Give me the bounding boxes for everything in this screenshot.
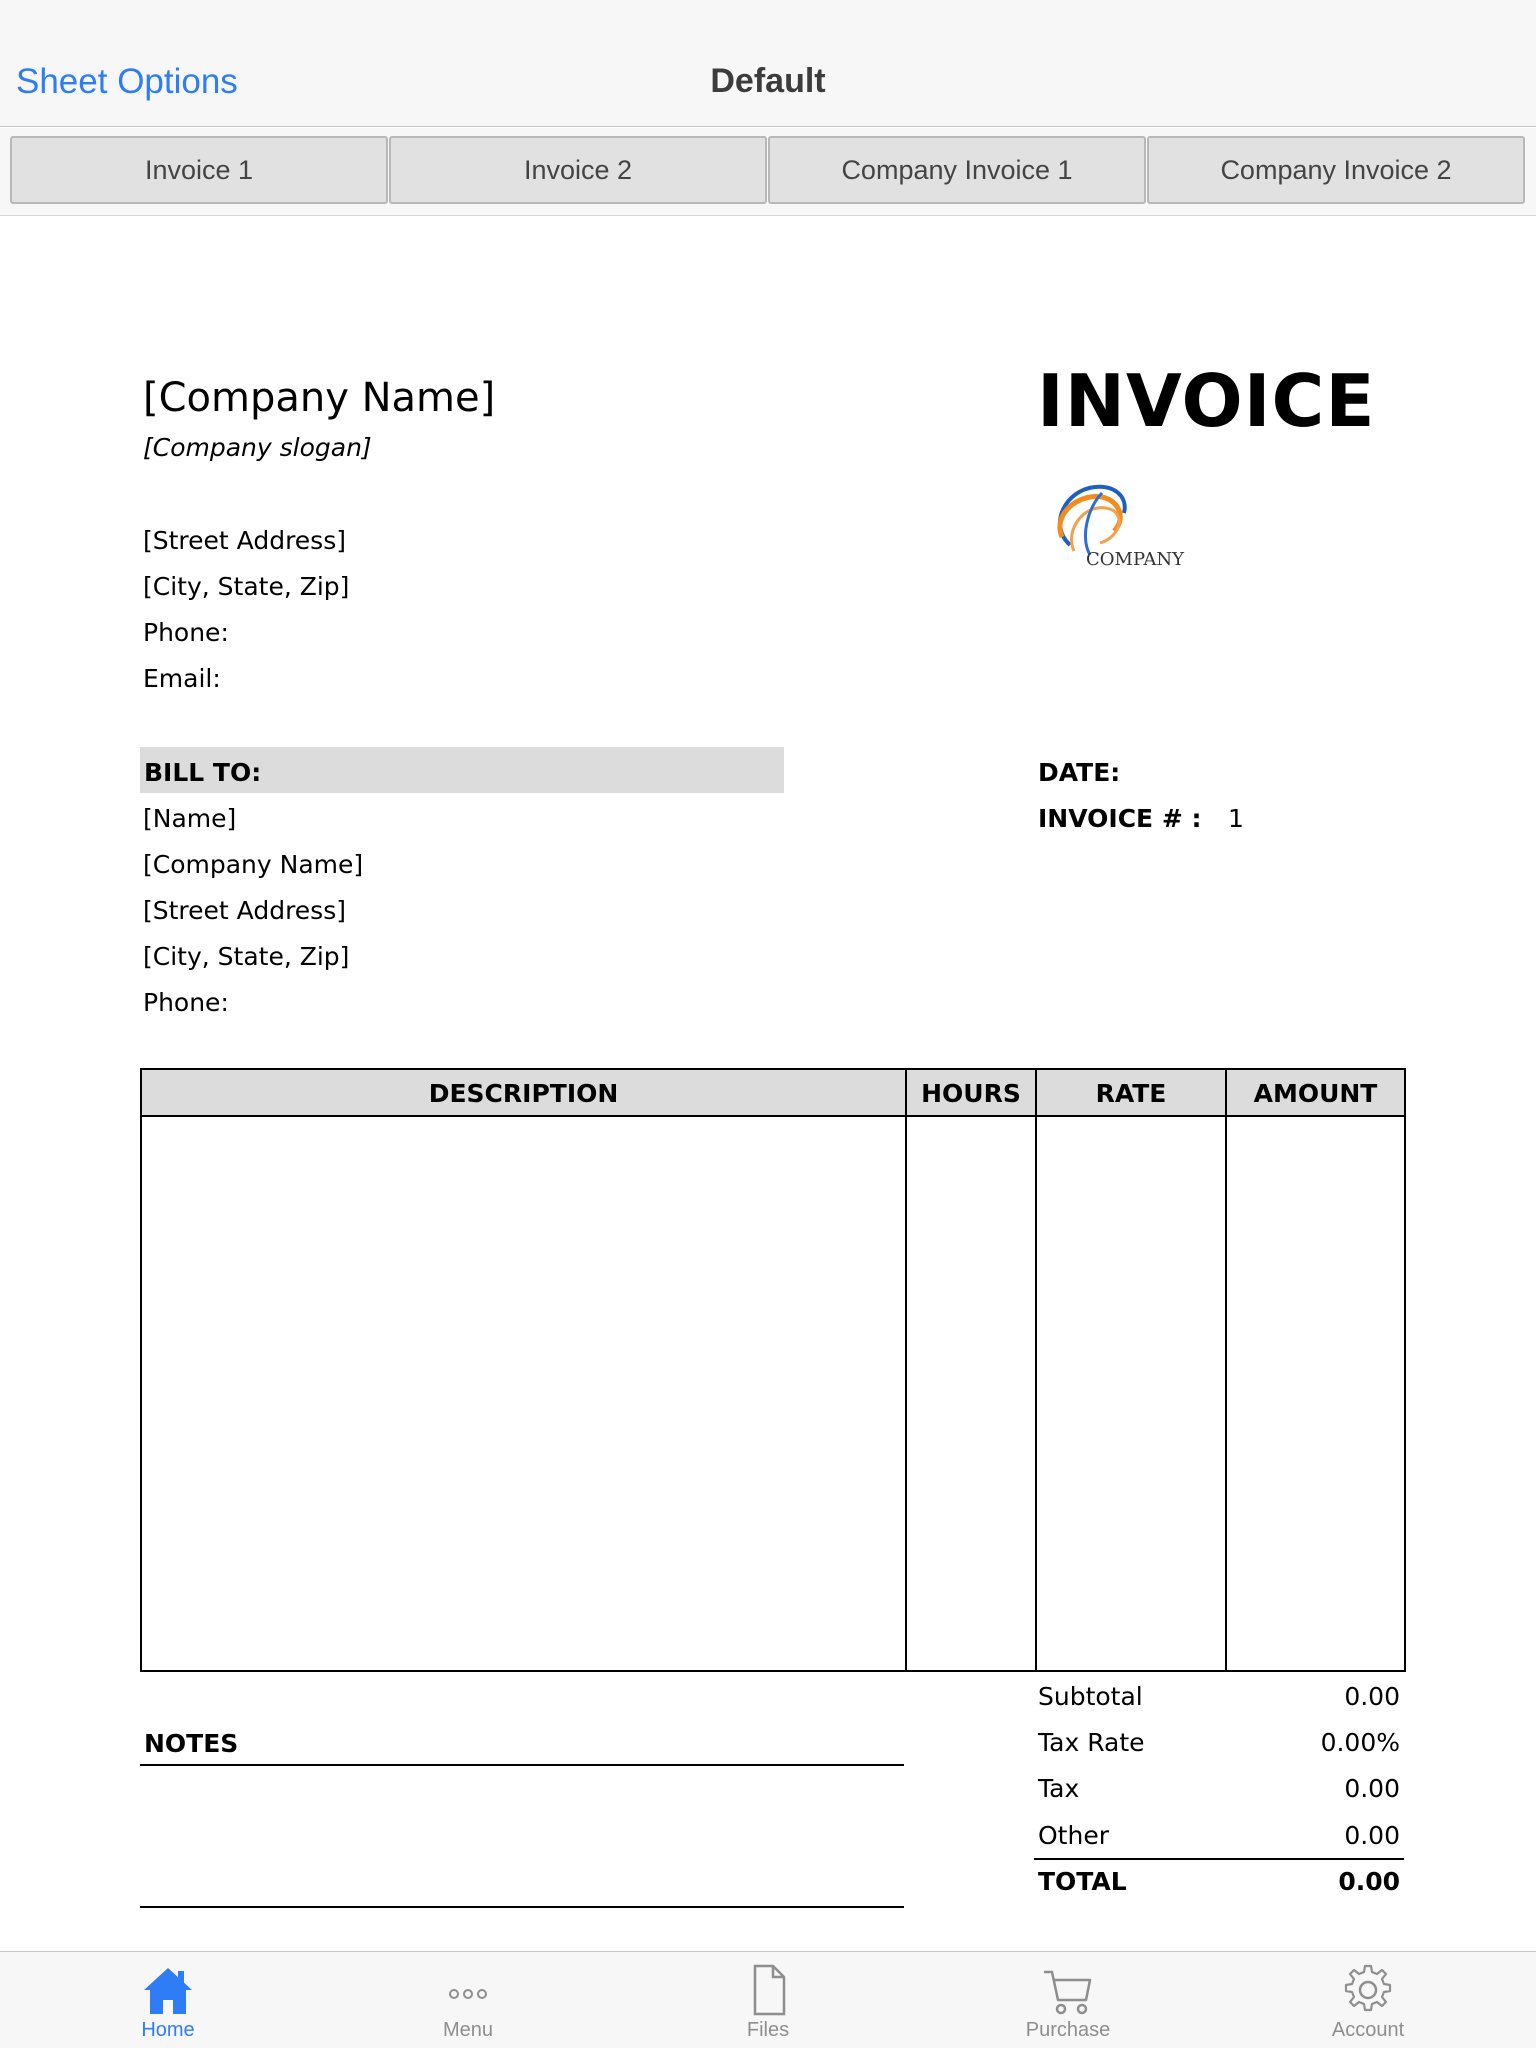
- bill-to-street[interactable]: [Street Address]: [143, 896, 346, 925]
- header-description: DESCRIPTION: [428, 1079, 619, 1108]
- header-amount: AMOUNT: [1253, 1079, 1378, 1108]
- bill-to-label: BILL TO:: [144, 758, 262, 787]
- navigation-bar: [0, 0, 1536, 127]
- tax-rate-label: Tax Rate: [1038, 1728, 1145, 1757]
- invoice-heading: INVOICE: [1037, 359, 1376, 443]
- tab-purchase-label: Purchase: [1025, 2019, 1111, 2041]
- other-label: Other: [1038, 1821, 1109, 1850]
- other-value[interactable]: 0.00: [1344, 1821, 1400, 1850]
- bill-to-city[interactable]: [City, State, Zip]: [143, 942, 350, 971]
- tab-menu-label: Menu: [442, 2019, 494, 2041]
- tax-value: 0.00: [1344, 1774, 1400, 1803]
- tab-purchase[interactable]: [968, 1952, 1168, 2048]
- company-slogan[interactable]: [Company slogan]: [143, 433, 372, 462]
- svg-text:COMPANY: COMPANY: [1086, 549, 1185, 570]
- page-title: Default: [710, 62, 826, 100]
- bill-to-company[interactable]: [Company Name]: [143, 850, 364, 879]
- subtotal-value: 0.00: [1344, 1682, 1400, 1711]
- line-items-table[interactable]: [140, 1068, 1406, 1672]
- home-icon: [138, 1962, 198, 2018]
- company-logo: [1040, 475, 1190, 575]
- notes-top-rule: [140, 1764, 904, 1766]
- tab-files-label: Files: [746, 2019, 790, 2041]
- invoice-number-value[interactable]: 1: [1228, 804, 1244, 833]
- tax-rate-value[interactable]: 0.00%: [1320, 1728, 1400, 1757]
- cart-icon: [1038, 1962, 1098, 2018]
- tab-company-invoice-2[interactable]: Company Invoice 2: [1147, 136, 1525, 204]
- sheet-tab-bar: [0, 128, 1536, 216]
- tab-invoice-2[interactable]: Invoice 2: [389, 136, 767, 204]
- bill-to-phone-label: Phone:: [143, 988, 229, 1017]
- bill-to-name[interactable]: [Name]: [143, 804, 237, 833]
- date-label: DATE:: [1038, 758, 1121, 787]
- gear-icon: [1338, 1962, 1398, 2018]
- total-label: TOTAL: [1038, 1867, 1127, 1896]
- tab-home[interactable]: [68, 1952, 268, 2048]
- tax-label: Tax: [1038, 1774, 1080, 1803]
- notes-bottom-rule: [140, 1906, 904, 1908]
- tab-menu[interactable]: [368, 1952, 568, 2048]
- file-icon: [738, 1962, 798, 2018]
- sheet-options-button[interactable]: Sheet Options: [16, 62, 238, 101]
- tab-home-label: Home: [141, 2019, 195, 2041]
- column-divider: [1225, 1070, 1227, 1670]
- header-hours: HOURS: [921, 1079, 1021, 1108]
- company-email-label: Email:: [143, 664, 221, 693]
- tab-company-invoice-1[interactable]: Company Invoice 1: [768, 136, 1146, 204]
- tab-account[interactable]: [1268, 1952, 1468, 2048]
- company-city[interactable]: [City, State, Zip]: [143, 572, 350, 601]
- company-name[interactable]: [Company Name]: [143, 375, 496, 421]
- total-value: 0.00: [1338, 1867, 1400, 1896]
- company-street[interactable]: [Street Address]: [143, 526, 346, 555]
- column-divider: [905, 1070, 907, 1670]
- invoice-number-label: INVOICE # :: [1038, 804, 1202, 833]
- total-rule: [1034, 1858, 1404, 1860]
- more-icon: [438, 1962, 498, 2018]
- column-divider: [1035, 1070, 1037, 1670]
- tab-account-label: Account: [1331, 2019, 1405, 2041]
- company-phone-label: Phone:: [143, 618, 229, 647]
- tab-invoice-1[interactable]: Invoice 1: [10, 136, 388, 204]
- tab-files[interactable]: [668, 1952, 868, 2048]
- invoice-sheet[interactable]: [0, 217, 1536, 1951]
- bottom-tab-bar: [0, 1951, 1536, 2048]
- header-rate: RATE: [1095, 1079, 1167, 1108]
- notes-label: NOTES: [144, 1729, 239, 1758]
- subtotal-label: Subtotal: [1038, 1682, 1143, 1711]
